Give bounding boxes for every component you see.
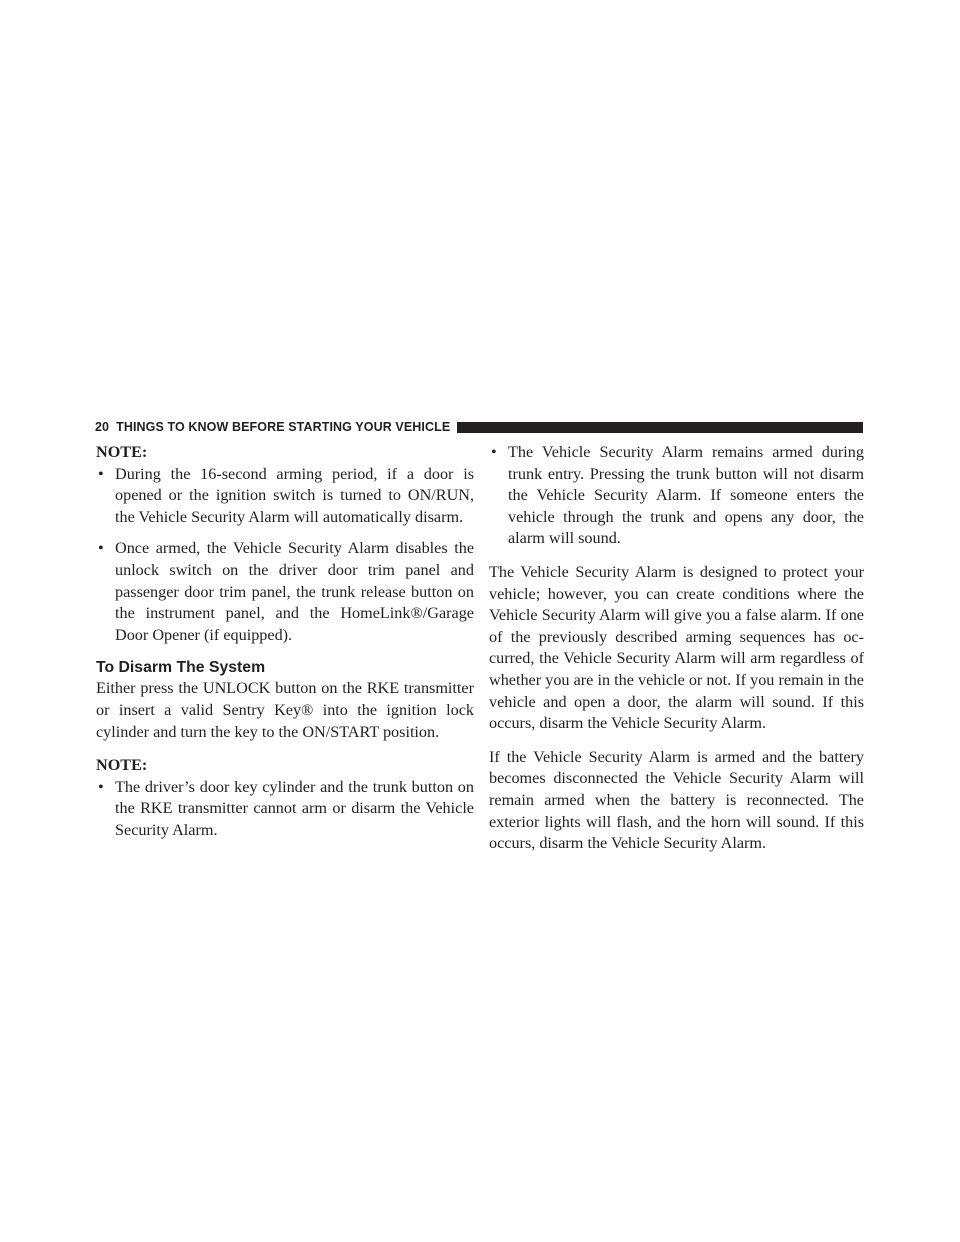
body-paragraph: Either press the UNLOCK button on the RKE transmitter or insert a valid Sentry Key® into the ignition lock cylinder and turn the key to the ON/START position.: [96, 679, 474, 741]
bullet-icon: •: [491, 443, 497, 461]
bullet-item: [96, 777, 474, 842]
page-number: 20: [95, 420, 110, 434]
bullet-item: [489, 442, 864, 550]
bullet-item: [96, 538, 474, 646]
bullet-icon: •: [98, 464, 104, 483]
bullet-text: During the 16-second arming period, if a door is opened or the ignition switch is turned to ON/RUN, the Vehicle Security Alarm will automatically disarm.: [115, 464, 474, 526]
header-rule: [457, 422, 863, 433]
body-paragraph: If the Vehicle Security Alarm is armed and the battery becomes disconnected the Vehicle Security Alarm will remain armed when the battery is reconnected. The exterior lights will flash, and the horn will sound. If this occurs, disarm the Vehicle Security Alarm.: [489, 747, 864, 853]
left-column: [96, 442, 474, 842]
note-label: NOTE:: [96, 756, 148, 775]
note-label: NOTE:: [96, 443, 148, 461]
bullet-text: Once armed, the Vehicle Security Alarm disables the unlock switch on the driver door trim panel and passenger door trim panel, the trunk release button on the instrument panel, and the HomeLink®/Garage Door Opener (if equipped).: [115, 539, 474, 644]
section-heading: To Disarm The System: [96, 659, 266, 677]
page-header: [95, 418, 863, 436]
right-column: [489, 442, 864, 855]
bullet-icon: •: [98, 539, 104, 558]
bullet-text: The Vehicle Security Alarm remains armed during trunk entry. Pressing the trunk button will not disarm the Vehicle Security Alarm. If someone enters the vehicle through the trunk and opens any door, the alarm will sound.: [508, 443, 864, 548]
bullet-text: The driver’s door key cylinder and the trunk button on the RKE transmitter cannot arm or disarm the Vehicle Security Alarm.: [115, 777, 474, 839]
section-title: THINGS TO KNOW BEFORE STARTING YOUR VEHICLE: [116, 420, 451, 434]
bullet-icon: •: [98, 777, 104, 796]
body-paragraph: The Vehicle Security Alarm is designed to protect your vehicle; however, you can create conditions where the Vehicle Security Alarm will give you a false alarm. If one of the previously described arming sequences has oc-curred, the Vehicle Security Alarm will arm regardless of whether you are in the vehicle or not. If you remain in the vehicle and open a door, the alarm will sound. If this occurs, disarm the Vehicle Security Alarm.: [489, 562, 864, 733]
bullet-item: [96, 464, 474, 529]
